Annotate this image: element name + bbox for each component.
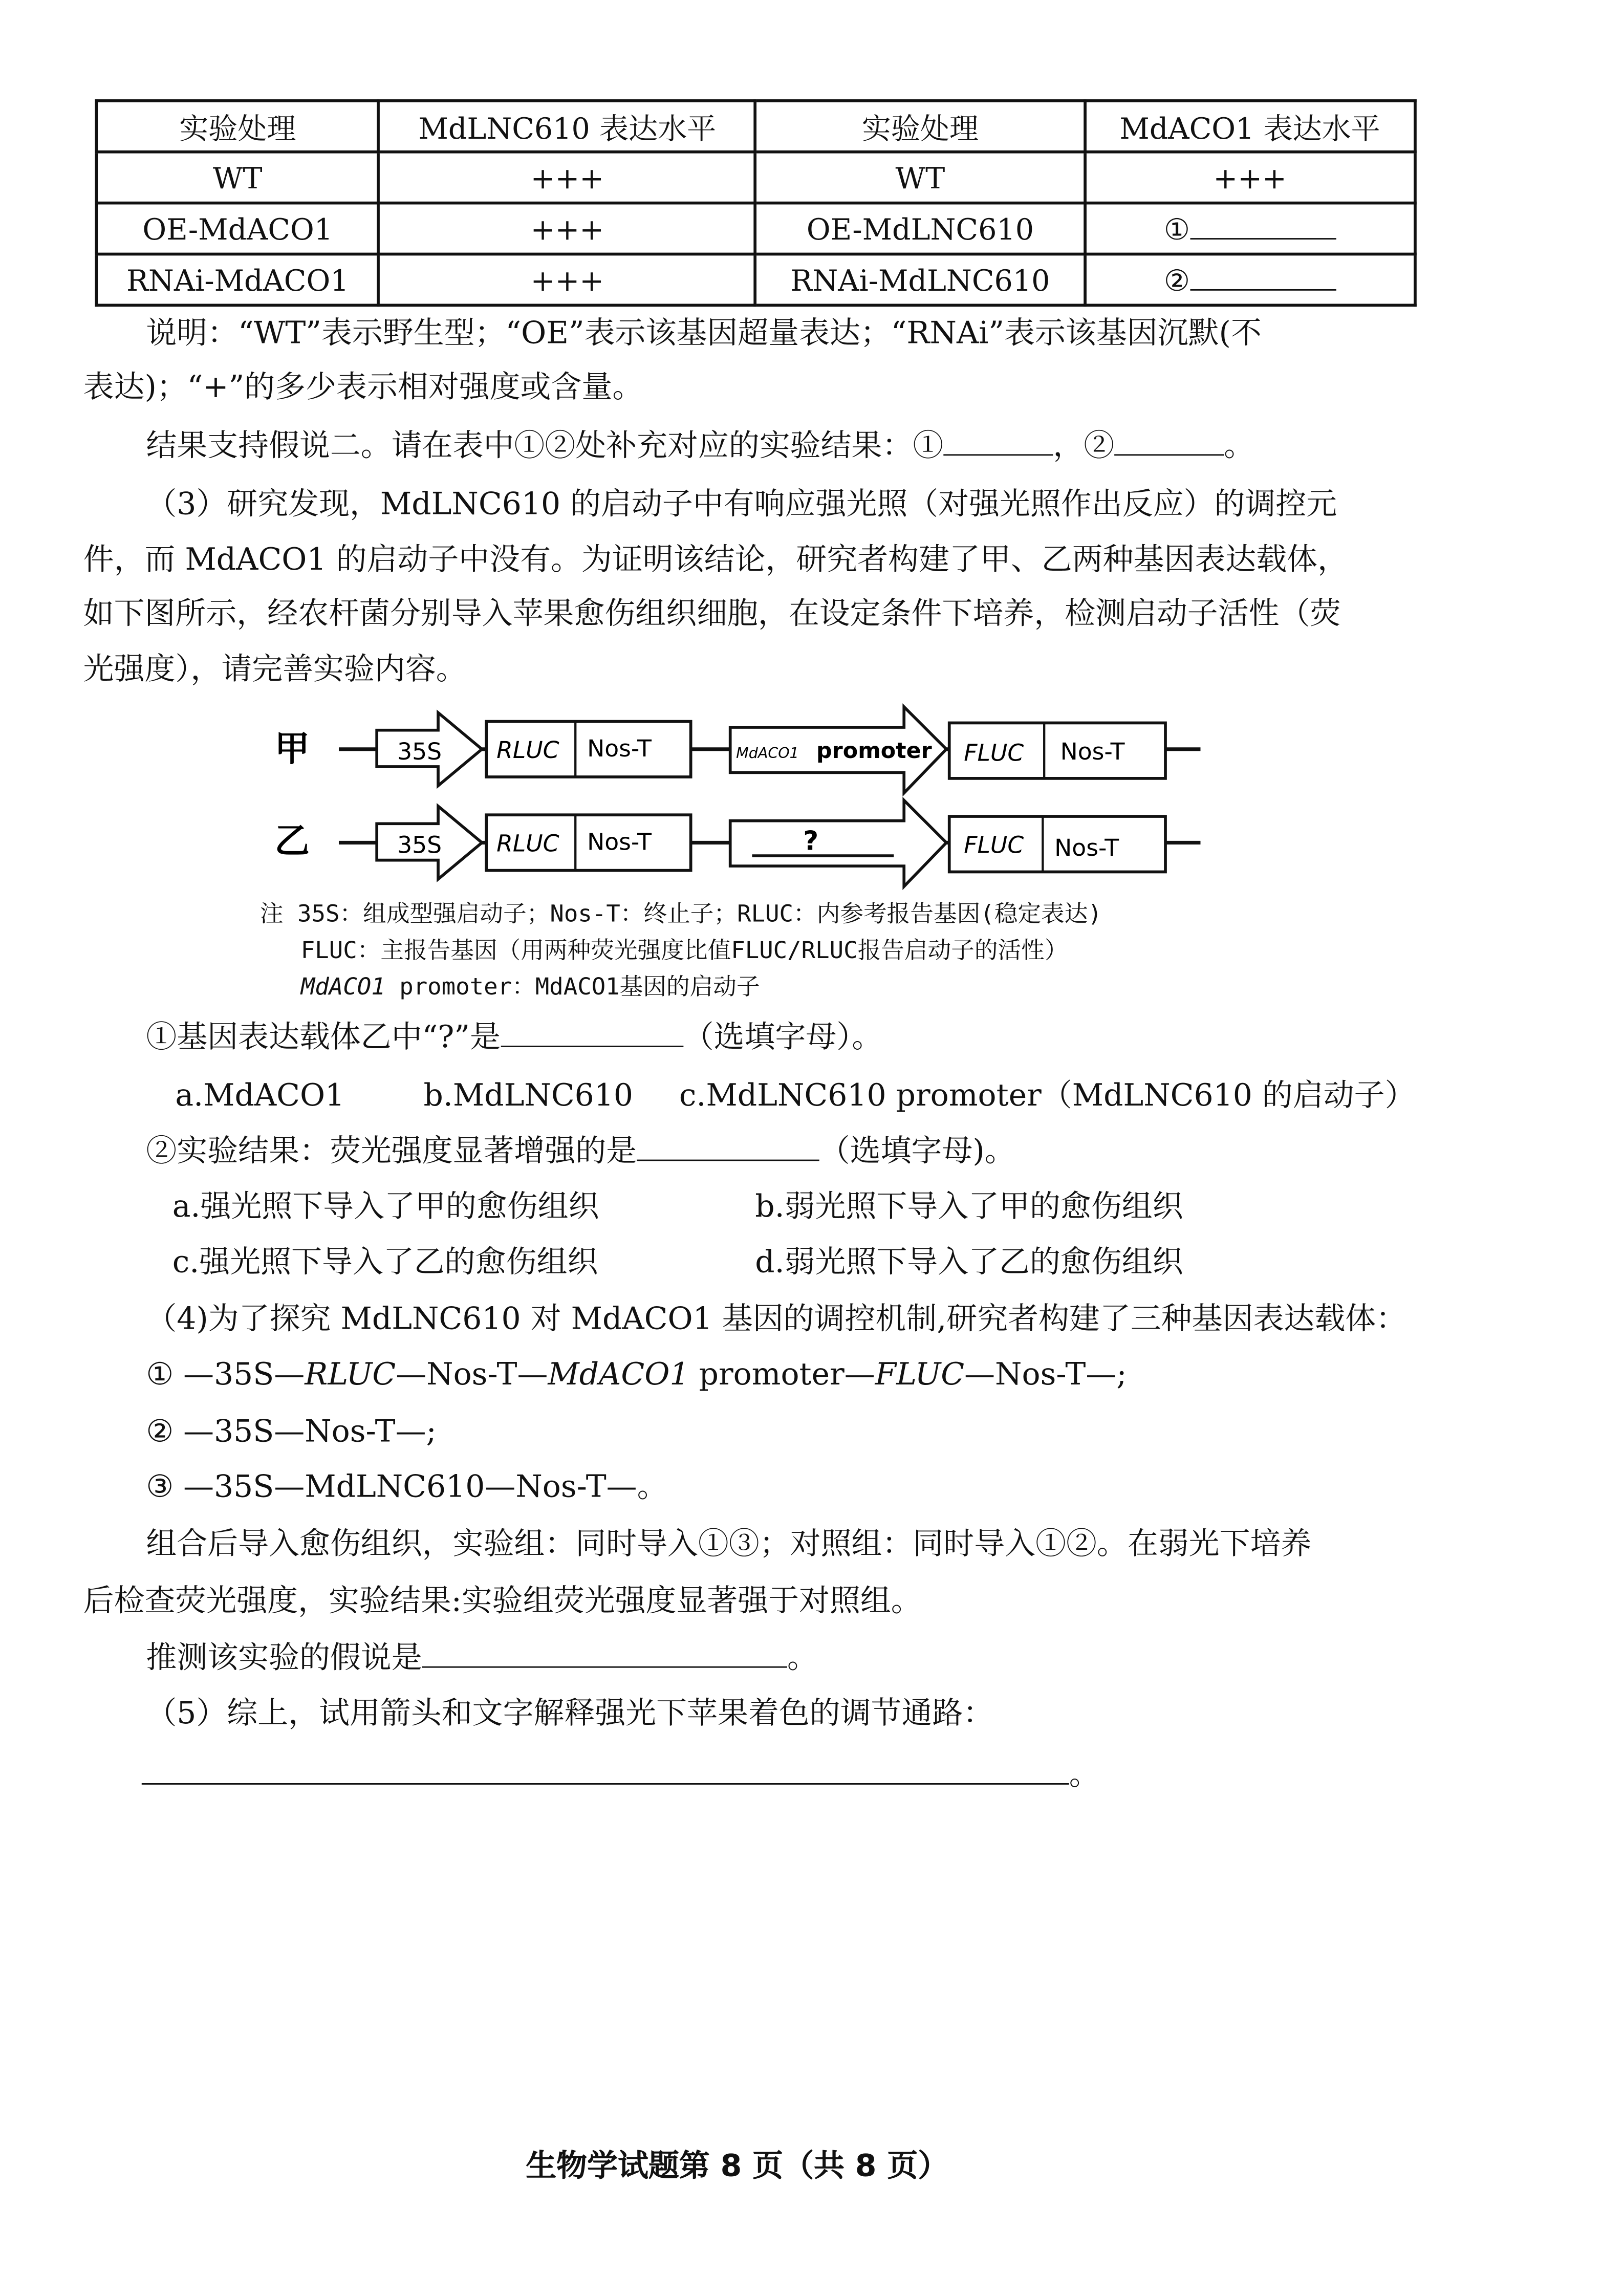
q-text: ②实验结果：荧光强度显著增强的是 [146, 1133, 637, 1168]
q4-hypothesis [146, 1639, 818, 1677]
table-cell: RNAi-MdLNC610 [756, 254, 1085, 305]
label-nost: Nos-T [587, 735, 652, 763]
vector-2: ② —35S—Nos-T—; [146, 1414, 437, 1449]
option-c: c.MdLNC610 promoter（MdLNC610 的启动子） [679, 1077, 1416, 1113]
label-35s: 35S [397, 738, 442, 765]
table-header: 实验处理 [756, 101, 1085, 152]
q5-answer [142, 1756, 1100, 1793]
diagram-note-1: 注 35S：组成型强启动子；Nos-T：终止子；RLUC：内参考报告基因(稳定表达) [259, 899, 1102, 927]
answer-blank[interactable] [637, 1160, 819, 1161]
result-text: 。 [1224, 428, 1255, 463]
label-rluc: RLUC [496, 830, 559, 857]
label-mdaco1: MdACO1 [736, 744, 799, 762]
table-cell: OE-MdACO1 [96, 203, 379, 254]
v-gene: FLUC [875, 1356, 965, 1392]
unknown-element-arrow [730, 800, 946, 886]
v-text: ① —35S— [146, 1356, 305, 1392]
blank-marker: ② [1163, 262, 1190, 297]
blank-marker: ① [1163, 211, 1190, 246]
result-option-d: d.弱光照下导入了乙的愈伤组织 [755, 1244, 1183, 1280]
v-text: promoter— [689, 1356, 875, 1392]
q4-line1: （4)为了探究 MdLNC610 对 MdACO1 基因的调控机制,研究者构建了三种基因表达载体： [146, 1301, 1407, 1336]
q-text: （选填字母）。 [683, 1019, 883, 1055]
q-text: 。 [1069, 1757, 1100, 1792]
label-fluc: FLUC [964, 831, 1024, 859]
q-text: ①基因表达载体乙中“?”是 [146, 1019, 501, 1055]
table-cell: +++ [1085, 152, 1415, 203]
v-gene: RLUC [305, 1356, 396, 1392]
label-35s: 35S [397, 831, 442, 859]
result-text: 结果支持假说二。请在表中①②处补充对应的实验结果：① [146, 428, 944, 463]
table-header: MdLNC610 表达水平 [379, 101, 755, 152]
v-text: —Nos-T— [396, 1356, 548, 1392]
q-text: 推测该实验的假说是 [146, 1640, 422, 1675]
label-fluc: FLUC [964, 739, 1024, 767]
option-a: a.MdACO1 [175, 1077, 345, 1113]
q3-line3: 如下图所示，经农杆菌分别导入苹果愈伤组织细胞，在设定条件下培养，检测启动子活性（荧 [83, 596, 1341, 631]
table-note-line1: 说明：“WT”表示野生型；“OE”表示该基因超量表达；“RNAi”表示该基因沉默(不 [146, 315, 1262, 351]
q3-line2: 件，而 MdACO1 的启动子中没有。为证明该结论，研究者构建了甲、乙两种基因表达载体， [83, 541, 1349, 577]
q-text: 。 [787, 1640, 818, 1675]
vector-diagram [0, 0, 1624, 905]
table-cell: OE-MdLNC610 [756, 203, 1085, 254]
table-cell: RNAi-MdACO1 [96, 254, 379, 305]
result-option-c: c.强光照下导入了乙的愈伤组织 [172, 1244, 598, 1280]
label-promoter: promoter [816, 738, 932, 764]
table-cell: +++ [379, 254, 755, 305]
note-gene-name: MdACO1 [300, 972, 385, 1001]
q-text: （选填字母)。 [819, 1133, 1015, 1168]
label-yi: 乙 [274, 820, 310, 862]
label-nost: Nos-T [587, 828, 652, 856]
answer-blank[interactable] [422, 1666, 787, 1668]
q3-sub2 [146, 1132, 1015, 1169]
q5-line: （5）综上，试用箭头和文字解释强光下苹果着色的调节通路： [146, 1695, 994, 1731]
table-cell: +++ [379, 152, 755, 203]
label-jia: 甲 [274, 728, 310, 770]
answer-blank[interactable] [142, 1783, 1069, 1785]
vector-1 [146, 1355, 1127, 1393]
diagram-note-2: FLUC：主报告基因（用两种荧光强度比值FLUC/RLUC报告启动子的活性） [300, 936, 1068, 964]
result-text: ，② [1053, 428, 1115, 463]
table-note-line2: 表达)；“+”的多少表示相对强度或含量。 [83, 369, 643, 405]
q3-sub1 [146, 1018, 882, 1056]
q3-line4: 光强度），请完善实验内容。 [83, 651, 467, 687]
table-cell: WT [96, 152, 379, 203]
vector-yi [274, 800, 1200, 886]
label-rluc: RLUC [496, 736, 559, 764]
q4-line3: 后检查荧光强度，实验结果:实验组荧光强度显著强于对照组。 [83, 1583, 922, 1618]
result-option-a: a.强光照下导入了甲的愈伤组织 [172, 1188, 599, 1224]
table-header: MdACO1 表达水平 [1085, 101, 1415, 152]
v-gene: MdACO1 [548, 1356, 689, 1392]
table-header: 实验处理 [96, 101, 379, 152]
v-text: —Nos-T—; [964, 1356, 1127, 1392]
note-text: promoter：MdACO1基因的启动子 [385, 972, 760, 1001]
table-cell: +++ [379, 203, 755, 254]
table-cell: WT [756, 152, 1085, 203]
vector-jia [274, 707, 1200, 793]
q4-line2: 组合后导入愈伤组织，实验组：同时导入①③；对照组：同时导入①②。在弱光下培养 [146, 1526, 1312, 1562]
diagram-note-3 [301, 968, 760, 1002]
q3-line1: （3）研究发现，MdLNC610 的启动子中有响应强光照（对强光照作出反应）的调控元 [146, 486, 1337, 522]
option-b: b.MdLNC610 [423, 1077, 634, 1113]
vector-3: ③ —35S—MdLNC610—Nos-T—。 [146, 1469, 668, 1505]
page-footer: 生物学试题第 8 页（共 8 页） [526, 2148, 949, 2183]
answer-blank[interactable] [501, 1046, 683, 1047]
label-nost: Nos-T [1060, 738, 1125, 765]
result-option-b: b.弱光照下导入了甲的愈伤组织 [755, 1188, 1183, 1224]
label-question: ? [803, 826, 819, 857]
label-nost: Nos-T [1054, 834, 1119, 862]
